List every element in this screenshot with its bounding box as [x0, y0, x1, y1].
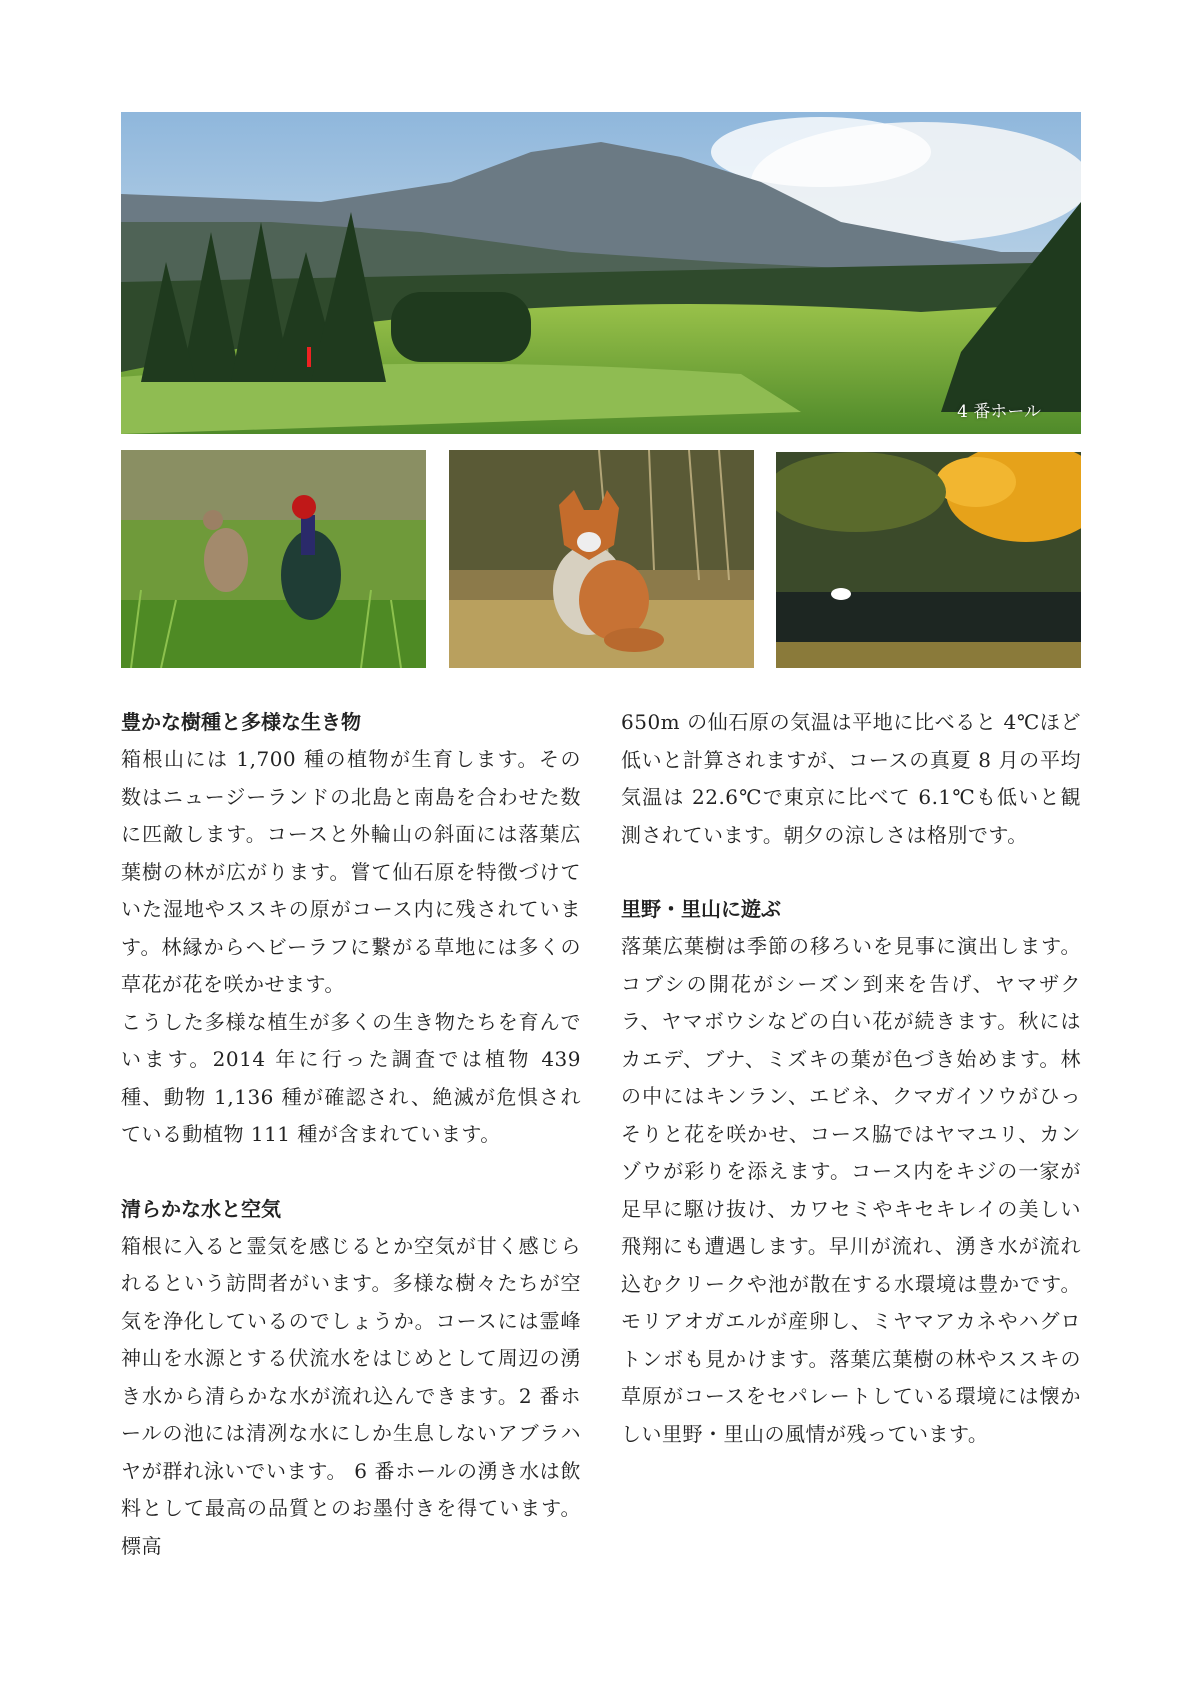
section-heading-plants: 豊かな樹種と多様な生き物: [121, 710, 361, 734]
red-fox-icon: [449, 450, 754, 668]
paragraph-water-1: 箱根に入ると霊気を感じるとか空気が甘く感じられるという訪問者がいます。多様な樹々たちが空気を浄化しているのでしょうか。コースには霊峰神山を水源とする伏流水をはじめとして周辺の湧き水から清らかな水が流れ込んできます。2 番ホールの池には清冽な水にしか生息しないアブラハヤが群れ泳いでいます。 6 番ホールの湧き水は飲料として最高の品質とのお墨付きを得ています。標高: [121, 1233, 581, 1558]
pheasant-photo: [121, 450, 426, 668]
golf-course-mountain-icon: [121, 112, 1081, 434]
autumn-pond-egret-icon: [776, 452, 1081, 668]
section-heading-water: 清らかな水と空気: [121, 1196, 281, 1221]
right-column: [621, 704, 1081, 1453]
fox-photo: [449, 450, 754, 668]
pheasant-pair-icon: [121, 450, 426, 668]
hero-photo: [121, 112, 1081, 434]
paragraph-plants-2: こうした多様な植生が多くの生き物たちを育んでいます。2014 年に行った調査では植物 439 種、動物 1,136 種が確認され、絶滅が危惧されている動植物 111 種が含まれています。: [121, 1009, 581, 1146]
hero-caption: 4 番ホール: [957, 402, 1041, 422]
paragraph-satoyama-1: 落葉広葉樹は季節の移ろいを見事に演出します。コブシの開花がシーズン到来を告げ、ヤマザクラ、ヤマボウシなどの白い花が続きます。秋にはカエデ、ブナ、ミズキの葉が色づき始めます。林の中にはキンラン、エビネ、クマガイソウがひっそりと花を咲かせ、コース脇ではヤマユリ、カンゾウが彩りを添えます。コース内をキジの一家が足早に駆け抜け、カワセミやキセキレイの美しい飛翔にも遭遇します。早川が流れ、湧き水が流れ込むクリークや池が散在する水環境は豊かです。モリアオガエルが産卵し、ミヤマアカネやハグロトンボも見かけます。落葉広葉樹の林やススキの草原がコースをセパレートしている環境には懐かしい里野・里山の風情が残っています。: [621, 934, 1081, 1446]
autumn-pond-photo: [776, 452, 1081, 670]
paragraph-plants-1: 箱根山には 1,700 種の植物が生育します。その数はニュージーランドの北島と南島を合わせた数に匹敵します。コースと外輪山の斜面には落葉広葉樹の林が広がります。嘗て仙石原を特徴づけていた湿地やススキの原がコース内に残されています。林縁からヘビーラフに繋がる草地には多くの草花が花を咲かせます。: [121, 747, 581, 996]
left-column: [121, 704, 581, 1565]
paragraph-water-2: 650m の仙石原の気温は平地に比べると 4℃ほど低いと計算されますが、コースの真夏 8 月の平均気温は 22.6℃で東京に比べて 6.1℃も低いと観測されています。朝夕の涼しさは格別です。: [621, 710, 1081, 847]
section-heading-satoyama: 里野・里山に遊ぶ: [621, 897, 781, 921]
